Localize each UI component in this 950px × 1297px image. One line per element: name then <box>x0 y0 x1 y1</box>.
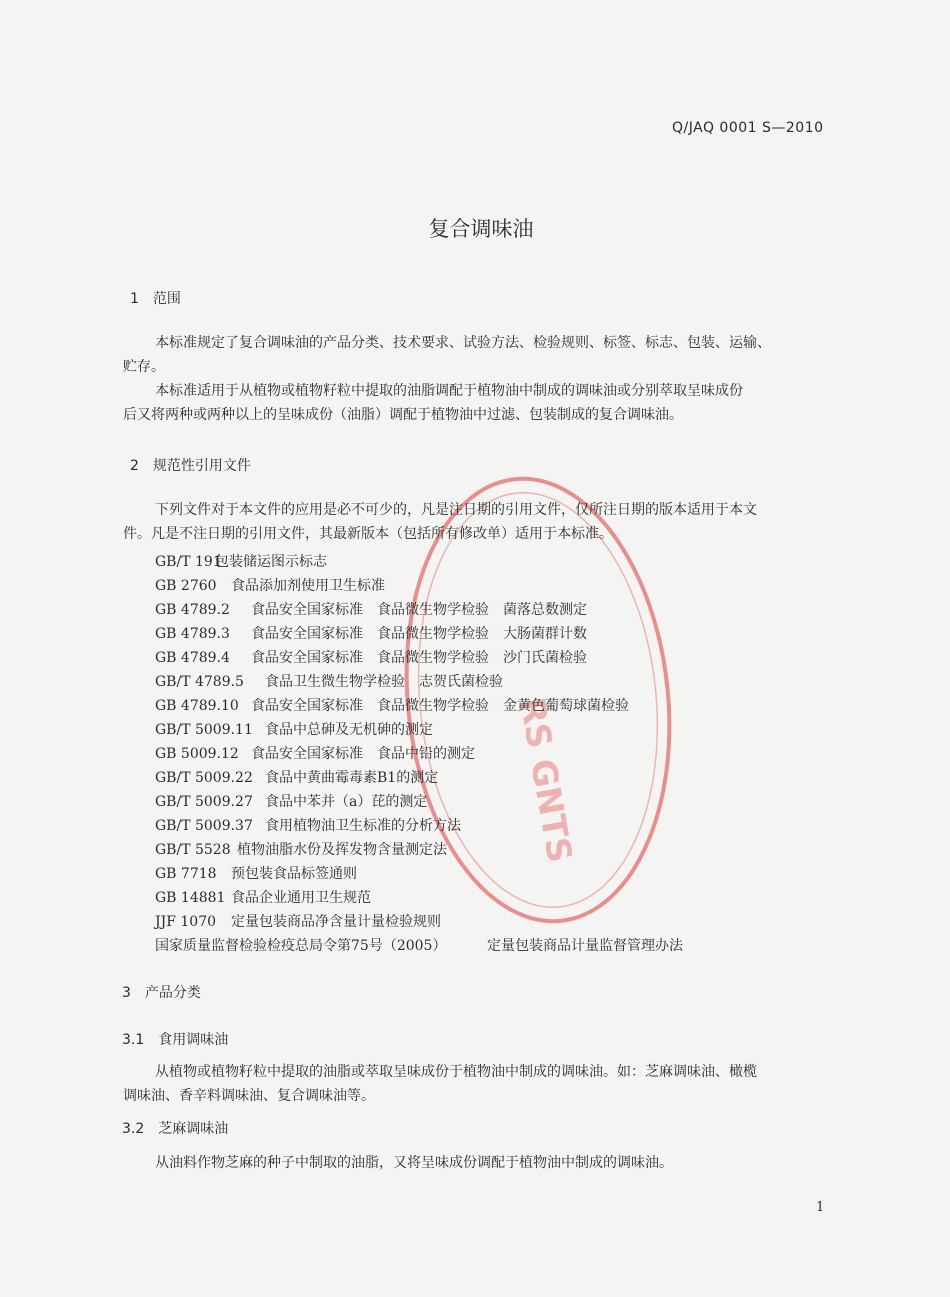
section-3-2-line1: 从油料作物芝麻的种子中制取的油脂，又将呈味成份调配于植物油中制成的调味油。 <box>155 1155 673 1171</box>
reference-item: GB 4789.3 食品安全国家标准 食品微生物学检验 大肠菌群计数 <box>155 626 587 642</box>
section-1-p1-line1: 本标准规定了复合调味油的产品分类、技术要求、试验方法、检验规则、标签、标志、包装、运输、 <box>155 335 771 351</box>
reference-item: GB 4789.2 食品安全国家标准 食品微生物学检验 菌落总数测定 <box>155 602 587 618</box>
section-2-heading: 2 规范性引用文件 <box>130 458 251 474</box>
reference-item: GB/T 5528 植物油脂水份及挥发物含量测定法 <box>155 842 447 858</box>
section-2-p-line1: 下列文件对于本文件的应用是必不可少的，凡是注日期的引用文件，仅所注日期的版本适用于本文 <box>155 502 757 518</box>
standard-code: Q/JAQ 0001 S—2010 <box>672 120 824 136</box>
svg-text:RS GNTS: RS GNTS <box>511 694 580 866</box>
section-1-p2-line2: 后又将两种或两种以上的呈味成份（油脂）调配于植物油中过滤、包装制成的复合调味油。 <box>123 407 683 423</box>
reference-item: GB 14881 食品企业通用卫生规范 <box>155 890 371 906</box>
document-title: 复合调味油 <box>428 217 534 241</box>
reference-item: GB/T 5009.11 食品中总砷及无机砷的测定 <box>155 722 433 738</box>
section-3-heading: 3 产品分类 <box>122 985 201 1001</box>
section-1-p1-line2: 贮存。 <box>123 359 165 375</box>
reference-item: JJF 1070 定量包装商品净含量计量检验规则 <box>155 914 441 930</box>
reference-item: GB/T 4789.5 食品卫生微生物学检验 志贺氏菌检验 <box>155 674 503 690</box>
section-2-p-line2: 件。凡是不注日期的引用文件，其最新版本（包括所有修改单）适用于本标准。 <box>123 526 613 542</box>
reference-item: GB 2760 食品添加剂使用卫生标准 <box>155 578 385 594</box>
section-1-heading: 1 范围 <box>130 291 181 307</box>
reference-item: GB/T 5009.22 食品中黄曲霉毒素B1的测定 <box>155 770 439 786</box>
section-3-1-line2: 调味油、香辛料调味油、复合调味油等。 <box>123 1088 375 1104</box>
page-number: 1 <box>816 1200 825 1215</box>
reference-item: GB/T 5009.27 食品中苯并（a）芘的测定 <box>155 794 428 810</box>
reference-item: GB 7718 预包装食品标签通则 <box>155 866 357 882</box>
reference-item: GB/T 191包装储运图示标志 <box>155 554 327 570</box>
section-3-2-heading: 3.2 芝麻调味油 <box>122 1121 229 1137</box>
reference-item: 国家质量监督检验检疫总局令第75号（2005） 定量包装商品计量监督管理办法 <box>155 938 683 954</box>
reference-item: GB 5009.12 食品安全国家标准 食品中铅的测定 <box>155 746 475 762</box>
section-3-1-heading: 3.1 食用调味油 <box>122 1032 229 1048</box>
reference-item: GB/T 5009.37 食用植物油卫生标准的分析方法 <box>155 818 461 834</box>
section-1-p2-line1: 本标准适用于从植物或植物籽粒中提取的油脂调配于植物油中制成的调味油或分别萃取呈味成份 <box>155 383 743 399</box>
section-3-1-line1: 从植物或植物籽粒中提取的油脂或萃取呈味成份于植物油中制成的调味油。如：芝麻调味油、橄榄 <box>155 1064 757 1080</box>
reference-item: GB 4789.4 食品安全国家标准 食品微生物学检验 沙门氏菌检验 <box>155 650 587 666</box>
reference-item: GB 4789.10 食品安全国家标准 食品微生物学检验 金黄色葡萄球菌检验 <box>155 698 629 714</box>
